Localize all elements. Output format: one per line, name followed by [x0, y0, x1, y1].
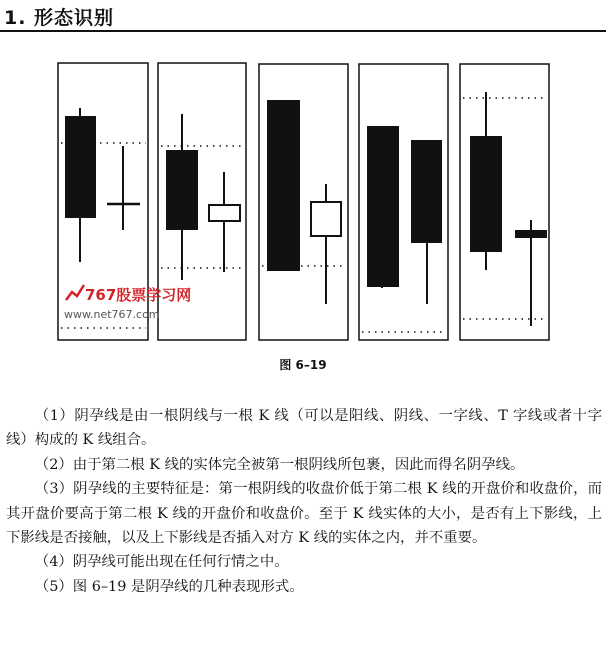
bearish-candle-body: [411, 140, 442, 243]
figure-caption: 图 6–19: [279, 358, 327, 372]
paragraph-5: （5）图 6–19 是阴孕线的几种表现形式。: [34, 578, 304, 595]
bearish-candle-body: [65, 116, 96, 218]
paragraph-1: （1）阴孕线是由一根阴线与一根 K 线（可以是阳线、阴线、一字线、T 字线或者十字线）构成的 K 线组合。: [6, 408, 602, 449]
bearish-candle-body: [166, 150, 198, 230]
candlestick-figure: [0, 40, 606, 360]
paragraph-3: （3）阴孕线的主要特征是：第一根阴线的收盘价低于第二根 K 线的开盘价和收盘价，而其开盘价要高于第二根 K 线的开盘价和收盘价。至于 K 线实体的大小，是否有上下影线，上下影线是否接触，以及上下影线是否插入对方 K 线的实体之内，并不重要。: [6, 481, 602, 547]
bullish-candle-body: [311, 202, 341, 236]
paragraph-2: （2）由于第二根 K 线的实体完全被第一根阴线所包裹，因此而得名阴孕线。: [34, 456, 525, 473]
watermark-logo-icon: [66, 285, 84, 300]
bearish-candle-body: [267, 100, 300, 271]
watermark-url: www.net767.com: [64, 308, 160, 321]
candlestick-diagram: [0, 40, 606, 360]
body-text: [6, 404, 602, 599]
pattern-panel-4: [359, 64, 448, 340]
bearish-small-candle-body: [515, 230, 547, 238]
bearish-candle-body: [367, 126, 399, 287]
pattern-panel-5: [460, 64, 549, 340]
bearish-candle-body: [470, 136, 502, 252]
watermark-brand: 767股票学习网: [85, 286, 192, 304]
section-heading: [0, 0, 606, 32]
pattern-panel-3: [259, 64, 348, 340]
watermark: [64, 285, 191, 321]
heading-rule: [0, 30, 606, 32]
heading-title: 1. 形态识别: [4, 7, 115, 29]
bullish-candle-body: [209, 205, 240, 221]
paragraph-4: （4）阴孕线可能出现在任何行情之中。: [34, 554, 289, 571]
